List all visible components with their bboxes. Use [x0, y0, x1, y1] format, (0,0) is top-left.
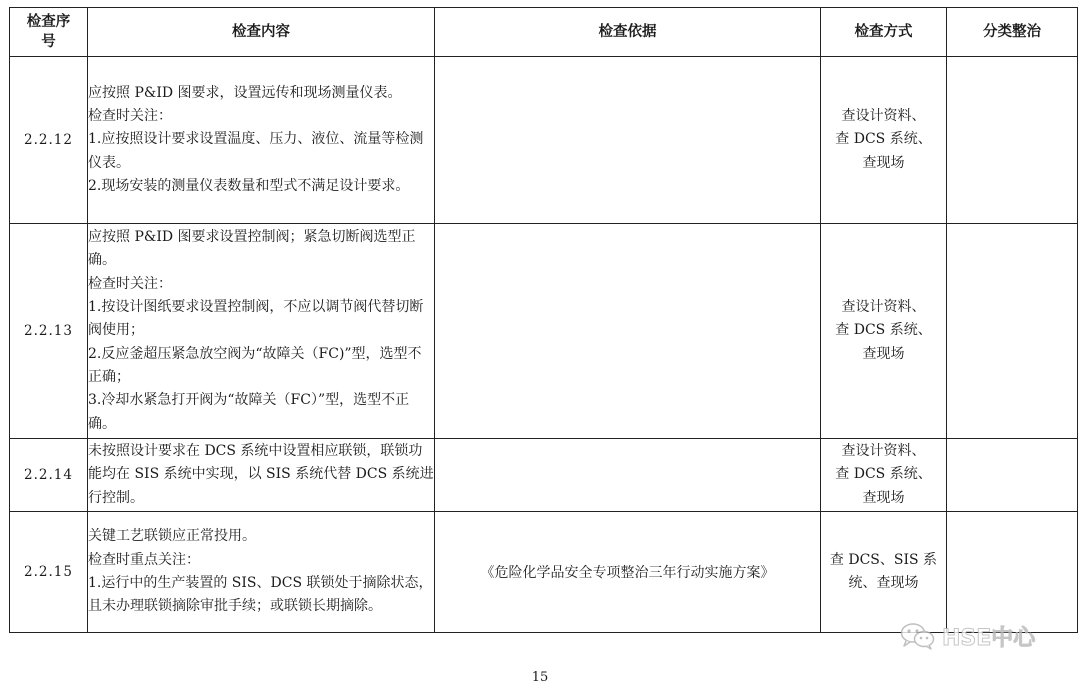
content-line: 检查时重点关注： — [88, 551, 200, 568]
content-line: 检查时关注： — [88, 275, 172, 292]
method-line: 查现场 — [862, 154, 905, 171]
row-basis: 《危险化学品安全专项整治三年行动实施方案》 — [435, 512, 821, 633]
method-line: 查设计资料、 — [841, 298, 926, 315]
header-method: 检查方式 — [821, 8, 947, 57]
header-content: 检查内容 — [88, 8, 435, 57]
row-method — [821, 512, 947, 633]
method-line: 统、查现场 — [848, 575, 919, 591]
watermark — [900, 621, 1035, 651]
row-content — [88, 439, 435, 512]
method-line: 查设计资料、 — [841, 107, 926, 124]
content-line: 1.运行中的生产装置的 SIS、DCS 联锁处于摘除状态，且未办理联锁摘除审批手续；或联锁长期摘除。 — [88, 575, 433, 615]
row-classification — [947, 57, 1078, 224]
header-basis: 检查依据 — [435, 8, 821, 57]
method-line: 查 DCS 系统、 — [835, 131, 932, 148]
method-line: 查现场 — [862, 345, 905, 362]
content-line: 1.应按照设计要求设置温度、压力、液位、流量等检测仪表。 — [88, 131, 424, 171]
watermark-text: HSE中心 — [942, 625, 1036, 651]
content-line: 关键工艺联锁应正常投用。 — [88, 528, 256, 545]
inspection-table — [9, 7, 1078, 633]
header-classification: 分类整治 — [947, 8, 1078, 57]
row-content — [88, 224, 435, 439]
method-line: 查现场 — [862, 489, 905, 506]
row-method — [821, 439, 947, 512]
method-line: 查设计资料、 — [841, 442, 926, 459]
row-method — [821, 224, 947, 439]
content-line: 应按照 P&ID 图要求设置控制阀；紧急切断阀选型正确。 — [88, 229, 416, 269]
row-content — [88, 57, 435, 224]
content-line: 2.现场安装的测量仪表数量和型式不满足设计要求。 — [88, 177, 410, 194]
header-no — [10, 8, 88, 57]
content-line: 未按照设计要求在 DCS 系统中设置相应联锁，联锁功能均在 SIS 系统中实现，以 SIS 系统代替 DCS 系统进行控制。 — [88, 443, 434, 506]
row-classification — [947, 512, 1078, 633]
wechat-icon — [900, 622, 936, 650]
table-row — [10, 512, 1078, 633]
row-classification — [947, 224, 1078, 439]
content-line: 应按照 P&ID 图要求，设置远传和现场测量仪表。 — [88, 84, 402, 101]
row-method — [821, 57, 947, 224]
content-line: 2.反应釜超压紧急放空阀为“故障关（FC)”型，选型不正确； — [88, 345, 422, 385]
row-number: 2.2.12 — [10, 57, 88, 224]
row-basis — [435, 439, 821, 512]
table-row — [10, 439, 1078, 512]
row-basis — [435, 57, 821, 224]
content-line: 检查时关注： — [88, 108, 172, 125]
method-line: 查 DCS 系统、 — [835, 466, 932, 483]
content-line: 3.冷却水紧急打开阀为“故障关（FC）”型，选型不正确。 — [88, 392, 410, 432]
method-line: 查 DCS、SIS 系 — [829, 551, 938, 568]
row-number: 2.2.14 — [10, 439, 88, 512]
row-classification — [947, 439, 1078, 512]
row-basis — [435, 224, 821, 439]
row-number: 2.2.13 — [10, 224, 88, 439]
method-line: 查 DCS 系统、 — [835, 322, 932, 339]
content-line: 1.按设计图纸要求设置控制阀，不应以调节阀代替切断阀使用； — [88, 299, 424, 339]
row-number: 2.2.15 — [10, 512, 88, 633]
table-row — [10, 57, 1078, 224]
table-row — [10, 224, 1078, 439]
page-number: 15 — [531, 670, 549, 685]
row-content — [88, 512, 435, 633]
table-header-row — [10, 8, 1078, 57]
header-no-label: 检查序号 — [26, 14, 71, 50]
